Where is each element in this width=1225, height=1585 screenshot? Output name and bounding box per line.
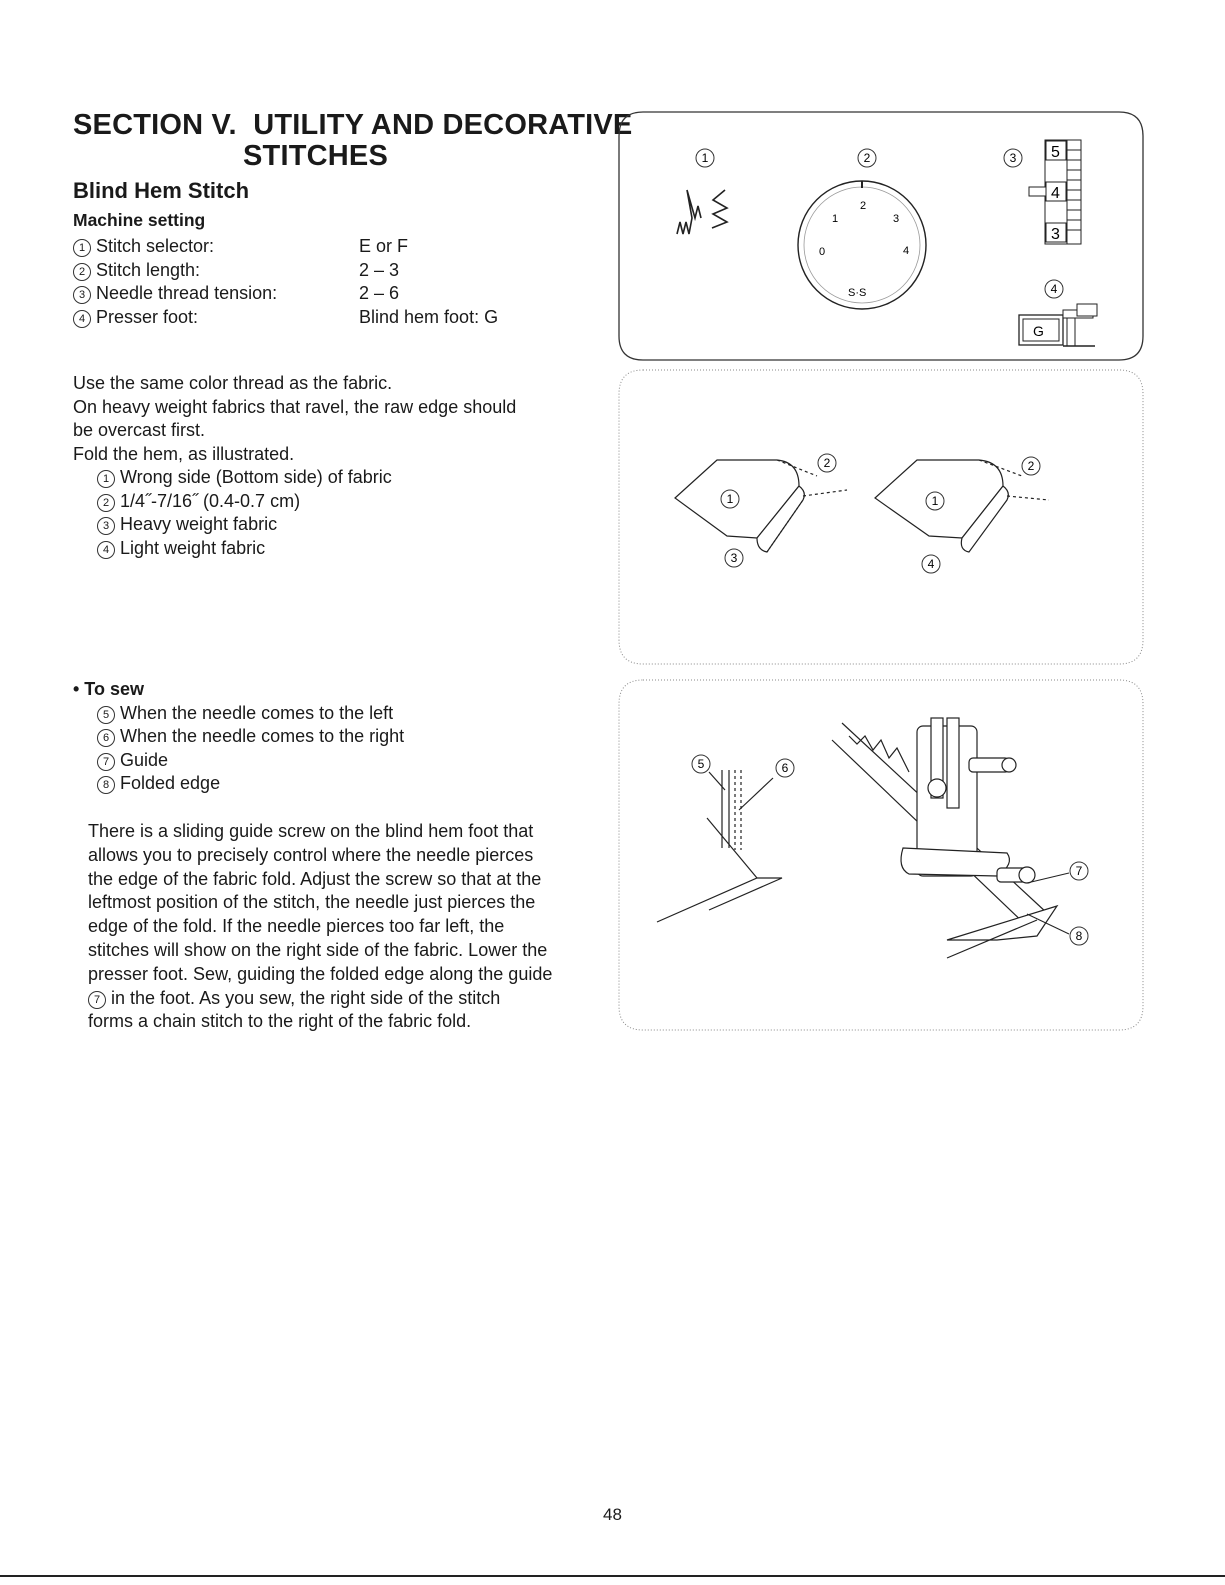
callout-number: 1 [97,470,115,488]
paragraph-line: forms a chain stitch to the right of the fabric fold. [88,1011,472,1032]
svg-text:8: 8 [1075,929,1083,943]
svg-text:1: 1 [832,213,839,225]
figure-callout [696,149,714,167]
figure-callout [776,759,794,777]
svg-text:3: 3 [1009,151,1017,165]
setting-label: Stitch selector: [96,236,215,256]
figure-callout [818,454,836,472]
list-item-text: 1/4˝-7/16˝ (0.4-0.7 cm) [120,490,301,511]
svg-text:7: 7 [1075,864,1083,878]
setting-row [73,306,593,330]
light-fabric-fold [875,460,1049,552]
callout-number: 2 [73,263,91,281]
list-item [73,749,633,773]
section-title [73,110,633,172]
callout-number: 7 [88,991,106,1009]
paragraph-line: the edge of the fabric fold. Adjust the screw so that at the [88,868,542,889]
setting-label: Presser foot: [96,306,199,327]
section-title-line1: SECTION V. UTILITY AND DECORATIVE [73,109,633,141]
svg-text:G: G [1033,323,1044,339]
list-item [73,772,633,796]
list-item [73,702,633,726]
svg-text:0: 0 [819,246,826,258]
svg-text:3: 3 [893,213,900,225]
needle-detail [657,770,782,922]
heavy-fabric-fold [675,460,847,552]
figure-machine-settings [617,110,1145,362]
instructions-paragraph [88,820,628,1034]
svg-text:5: 5 [1051,144,1060,161]
stitch-length-dial [798,181,926,309]
paragraph-line: There is a sliding guide screw on the blind hem foot that [88,821,534,841]
blind-hem-foot-drawing [832,718,1057,958]
list-item-text: Guide [120,749,169,770]
paragraph-line: presser foot. Sew, guiding the folded edge along the guide [88,963,553,984]
setting-value: 2 – 3 [359,259,400,280]
intro-line: be overcast first. [73,420,206,440]
svg-text:2: 2 [1027,459,1035,473]
blind-hem-stitch-icon [677,190,727,234]
svg-text:2: 2 [823,456,831,470]
figure-callout [922,555,940,573]
setting-row [73,282,593,306]
svg-text:3: 3 [1051,226,1060,243]
setting-value: E or F [359,236,409,256]
svg-text:4: 4 [927,557,935,571]
paragraph-line: allows you to precisely control where the needle pierces [88,844,534,865]
svg-text:S·S: S·S [848,287,867,299]
to-sew-section [73,678,633,796]
setting-row [73,259,593,283]
list-item-text: Heavy weight fabric [120,514,278,534]
intro-line: Fold the hem, as illustrated. [73,443,295,464]
paragraph-line [88,987,628,1011]
list-item [73,466,613,490]
section-title-line2: STITCHES [243,140,388,172]
figure-sewing [617,678,1145,1034]
callout-number: 5 [97,706,115,724]
callout-number: 3 [97,517,115,535]
setting-value: Blind hem foot: G [359,306,499,327]
setting-label: Needle thread tension: [96,283,278,303]
list-item [73,513,613,537]
callout-number: 4 [73,310,91,328]
svg-text:1: 1 [701,151,709,165]
setting-label: Stitch length: [96,259,201,280]
callout-number: 6 [97,729,115,747]
figure-callout [725,549,743,567]
svg-text:5: 5 [697,757,705,771]
intro-line: On heavy weight fabrics that ravel, the raw edge should [73,396,517,417]
intro-line: Use the same color thread as the fabric. [73,373,393,393]
svg-text:6: 6 [781,761,789,775]
to-sew-title: • To sew [73,679,144,699]
list-item [73,490,613,514]
setting-row [73,235,593,259]
svg-text:4: 4 [1050,282,1058,296]
paragraph-line: leftmost position of the stitch, the needle just pierces the [88,892,536,913]
page-heading: Blind Hem Stitch [73,178,250,203]
callout-number: 3 [73,286,91,304]
figure-fold-hem [617,368,1145,668]
figure-callout [1022,457,1040,475]
list-item [73,725,633,749]
figure-callout [1004,149,1022,167]
svg-text:4: 4 [1051,185,1060,202]
svg-text:1: 1 [726,492,734,506]
list-item-text: Light weight fabric [120,537,266,558]
machine-setting-table [73,235,593,329]
page-bottom-rule [0,1575,1225,1577]
list-item-text: Folded edge [120,773,221,793]
figure-callout [858,149,876,167]
svg-text:2: 2 [863,151,871,165]
list-item-text: Wrong side (Bottom side) of fabric [120,467,392,487]
figure-callout [1045,280,1063,298]
svg-text:1: 1 [931,494,939,508]
callout-number: 7 [97,753,115,771]
svg-text:3: 3 [730,551,738,565]
list-item [73,537,613,561]
intro-text [73,372,613,560]
presser-foot-icon [1019,304,1097,346]
svg-text:4: 4 [903,245,910,257]
tension-dial [1029,140,1081,244]
list-item-text: When the needle comes to the right [120,726,405,746]
figure-callout [692,755,710,773]
paragraph-line-text: in the foot. As you sew, the right side of the stitch [111,987,501,1008]
paragraph-line: stitches will show on the right side of the fabric. Lower the [88,939,548,960]
svg-text:2: 2 [860,200,867,212]
figure-callout [1070,862,1088,880]
page-number: 48 [603,1505,622,1524]
callout-number: 4 [97,541,115,559]
setting-value: 2 – 6 [359,283,400,303]
callout-number: 1 [73,239,91,257]
machine-setting-title: Machine setting [73,210,206,230]
callout-number: 2 [97,494,115,512]
paragraph-line: edge of the fold. If the needle pierces too far left, the [88,916,505,937]
callout-number: 8 [97,776,115,794]
list-item-text: When the needle comes to the left [120,702,394,723]
figure-callout [1070,927,1088,945]
